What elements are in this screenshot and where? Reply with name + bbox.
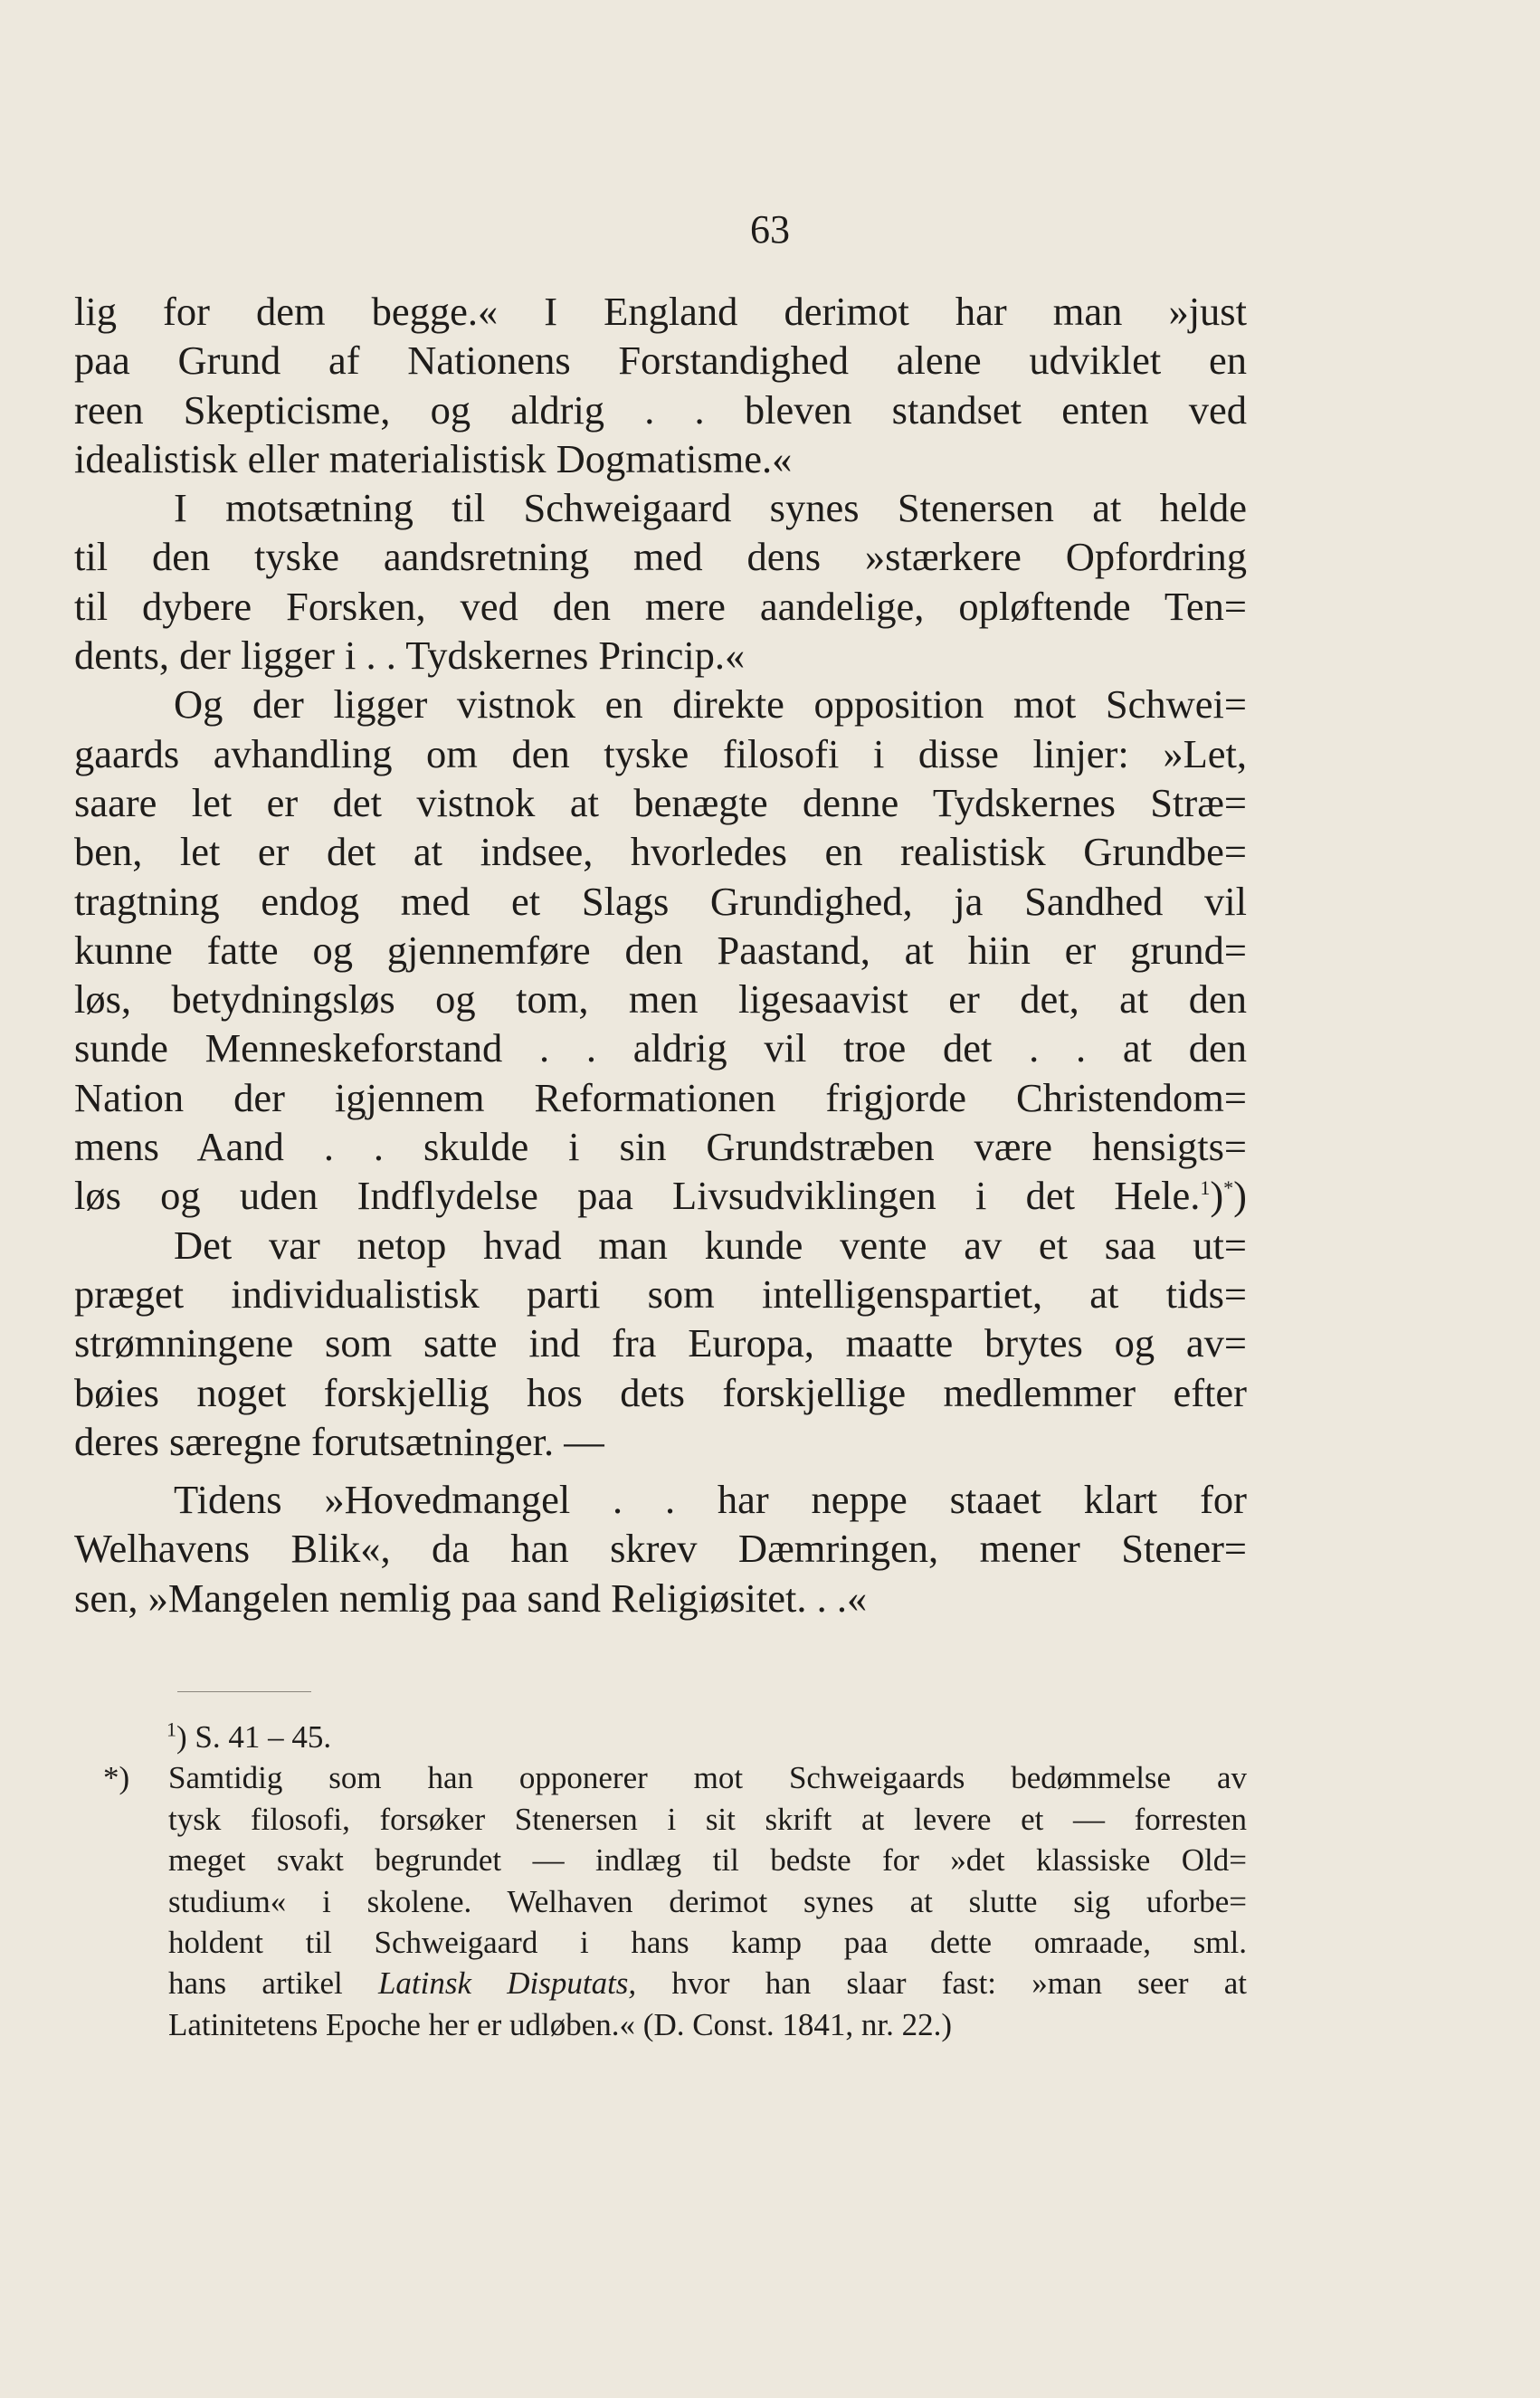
text-line: paa Grund af Nationens Forstandighed alene udviklet en bbox=[74, 338, 1247, 384]
text-line bbox=[74, 1171, 1247, 1220]
text-line: dents, der ligger i . . Tydskernes Princip.« bbox=[74, 633, 746, 679]
text-line-content: løs og uden Indflydelse paa Livsudviklingen i det Hele. bbox=[74, 1173, 1201, 1219]
text-line: løs, betydningsløs og tom, men ligesaavist er det, at den bbox=[74, 976, 1247, 1023]
text-line: Nation der igjennem Reformationen frigjorde Christendom= bbox=[74, 1074, 1247, 1120]
text-line: Det var netop hvad man kunde vente av et saa ut= bbox=[174, 1222, 1247, 1268]
text-line: Tidens »Hovedmangel . . har neppe staaet klart for bbox=[174, 1477, 1247, 1523]
footnote-1-text: S. 41 – 45. bbox=[195, 1719, 332, 1755]
paren: ) bbox=[1210, 1173, 1224, 1219]
text-line: til den tyske aandsretning med dens »stærkere Opfordring bbox=[74, 534, 1247, 580]
footnote-italic-title: Latinsk Disputats, bbox=[377, 1965, 637, 2002]
footnote-marker: 1 bbox=[166, 1718, 176, 1741]
footnote-2-line: holdent til Schweigaard i hans kamp paa dette omraade, sml. bbox=[168, 1924, 1247, 1960]
page-number: 63 bbox=[750, 207, 790, 252]
footnote-2-line bbox=[74, 1963, 1247, 2003]
footnote-2-line: Latinitetens Epoche her er udløben.« (D. Const. 1841, nr. 22.) bbox=[168, 2006, 953, 2042]
text-line: gaards avhandling om den tyske filosofi i disse linjer: »Let, bbox=[74, 730, 1247, 776]
footnote-ref-star: * bbox=[1223, 1176, 1234, 1200]
text-line: sen, »Mangelen nemlig paa sand Religiøsitet. . .« bbox=[74, 1575, 868, 1621]
body-text bbox=[74, 287, 1247, 1622]
text-line: deres særegne forutsætninger. — bbox=[74, 1418, 604, 1464]
paren: ) bbox=[176, 1719, 187, 1755]
text-line: reen Skepticisme, og aldrig . . bleven standset enten ved bbox=[74, 386, 1247, 433]
footnote-text: hans artikel bbox=[168, 1965, 378, 2002]
footnote-2-line: meget svakt begrundet — indlæg til bedste for »det klassiske Old= bbox=[168, 1842, 1247, 1879]
footnotes bbox=[74, 1717, 1247, 2045]
text-line: idealistisk eller materialistisk Dogmatisme.« bbox=[74, 435, 793, 481]
text-line: bøies noget forskjellig hos dets forskjellige medlemmer efter bbox=[74, 1369, 1247, 1415]
text-line: mens Aand . . skulde i sin Grundstræben være hensigts= bbox=[74, 1124, 1247, 1170]
text-line: til dybere Forsken, ved den mere aandelige, opløftende Ten= bbox=[74, 583, 1247, 629]
text-line: præget individualistisk parti som intelligenspartiet, at tids= bbox=[74, 1270, 1247, 1317]
paren: ) bbox=[1233, 1173, 1247, 1219]
footnote-text: hvor han slaar fast: »man seer at bbox=[636, 1965, 1247, 2002]
text-line: I motsætning til Schweigaard synes Stenersen at helde bbox=[174, 485, 1247, 531]
text-line: Og der ligger vistnok en direkte opposition mot Schwei= bbox=[174, 681, 1247, 728]
footnote-2-line: studium« i skolene. Welhaven derimot synes at slutte sig uforbe= bbox=[168, 1883, 1247, 1919]
text-line: ben, let er det at indsee, hvorledes en realistisk Grundbe= bbox=[74, 829, 1247, 875]
text-line: sunde Menneskeforstand . . aldrig vil troe det . . at den bbox=[74, 1025, 1247, 1071]
footnote-rule bbox=[177, 1691, 311, 1692]
text-line: strømningene som satte ind fra Europa, maatte brytes og av= bbox=[74, 1320, 1247, 1366]
footnote-2-line: Samtidig som han opponerer mot Schweigaards bedømmelse av bbox=[168, 1760, 1247, 1796]
text-line: lig for dem begge.« I England derimot har man »just bbox=[74, 289, 1247, 334]
text-line: Welhavens Blik«, da han skrev Dæmringen, mener Stener= bbox=[74, 1526, 1247, 1572]
footnote-ref: 1 bbox=[1200, 1176, 1211, 1200]
footnote-1 bbox=[74, 1717, 1247, 1757]
text-line: saare let er det vistnok at benægte denne Tydskernes Stræ= bbox=[74, 779, 1247, 825]
footnote-2-line: tysk filosofi, forsøker Stenersen i sit skrift at levere et — forresten bbox=[168, 1801, 1247, 1837]
footnote-2-marker: *) bbox=[103, 1760, 130, 1796]
text-line: tragtning endog med et Slags Grundighed, ja Sandhed vil bbox=[74, 878, 1247, 924]
text-line: kunne fatte og gjennemføre den Paastand, at hiin er grund= bbox=[74, 927, 1247, 973]
